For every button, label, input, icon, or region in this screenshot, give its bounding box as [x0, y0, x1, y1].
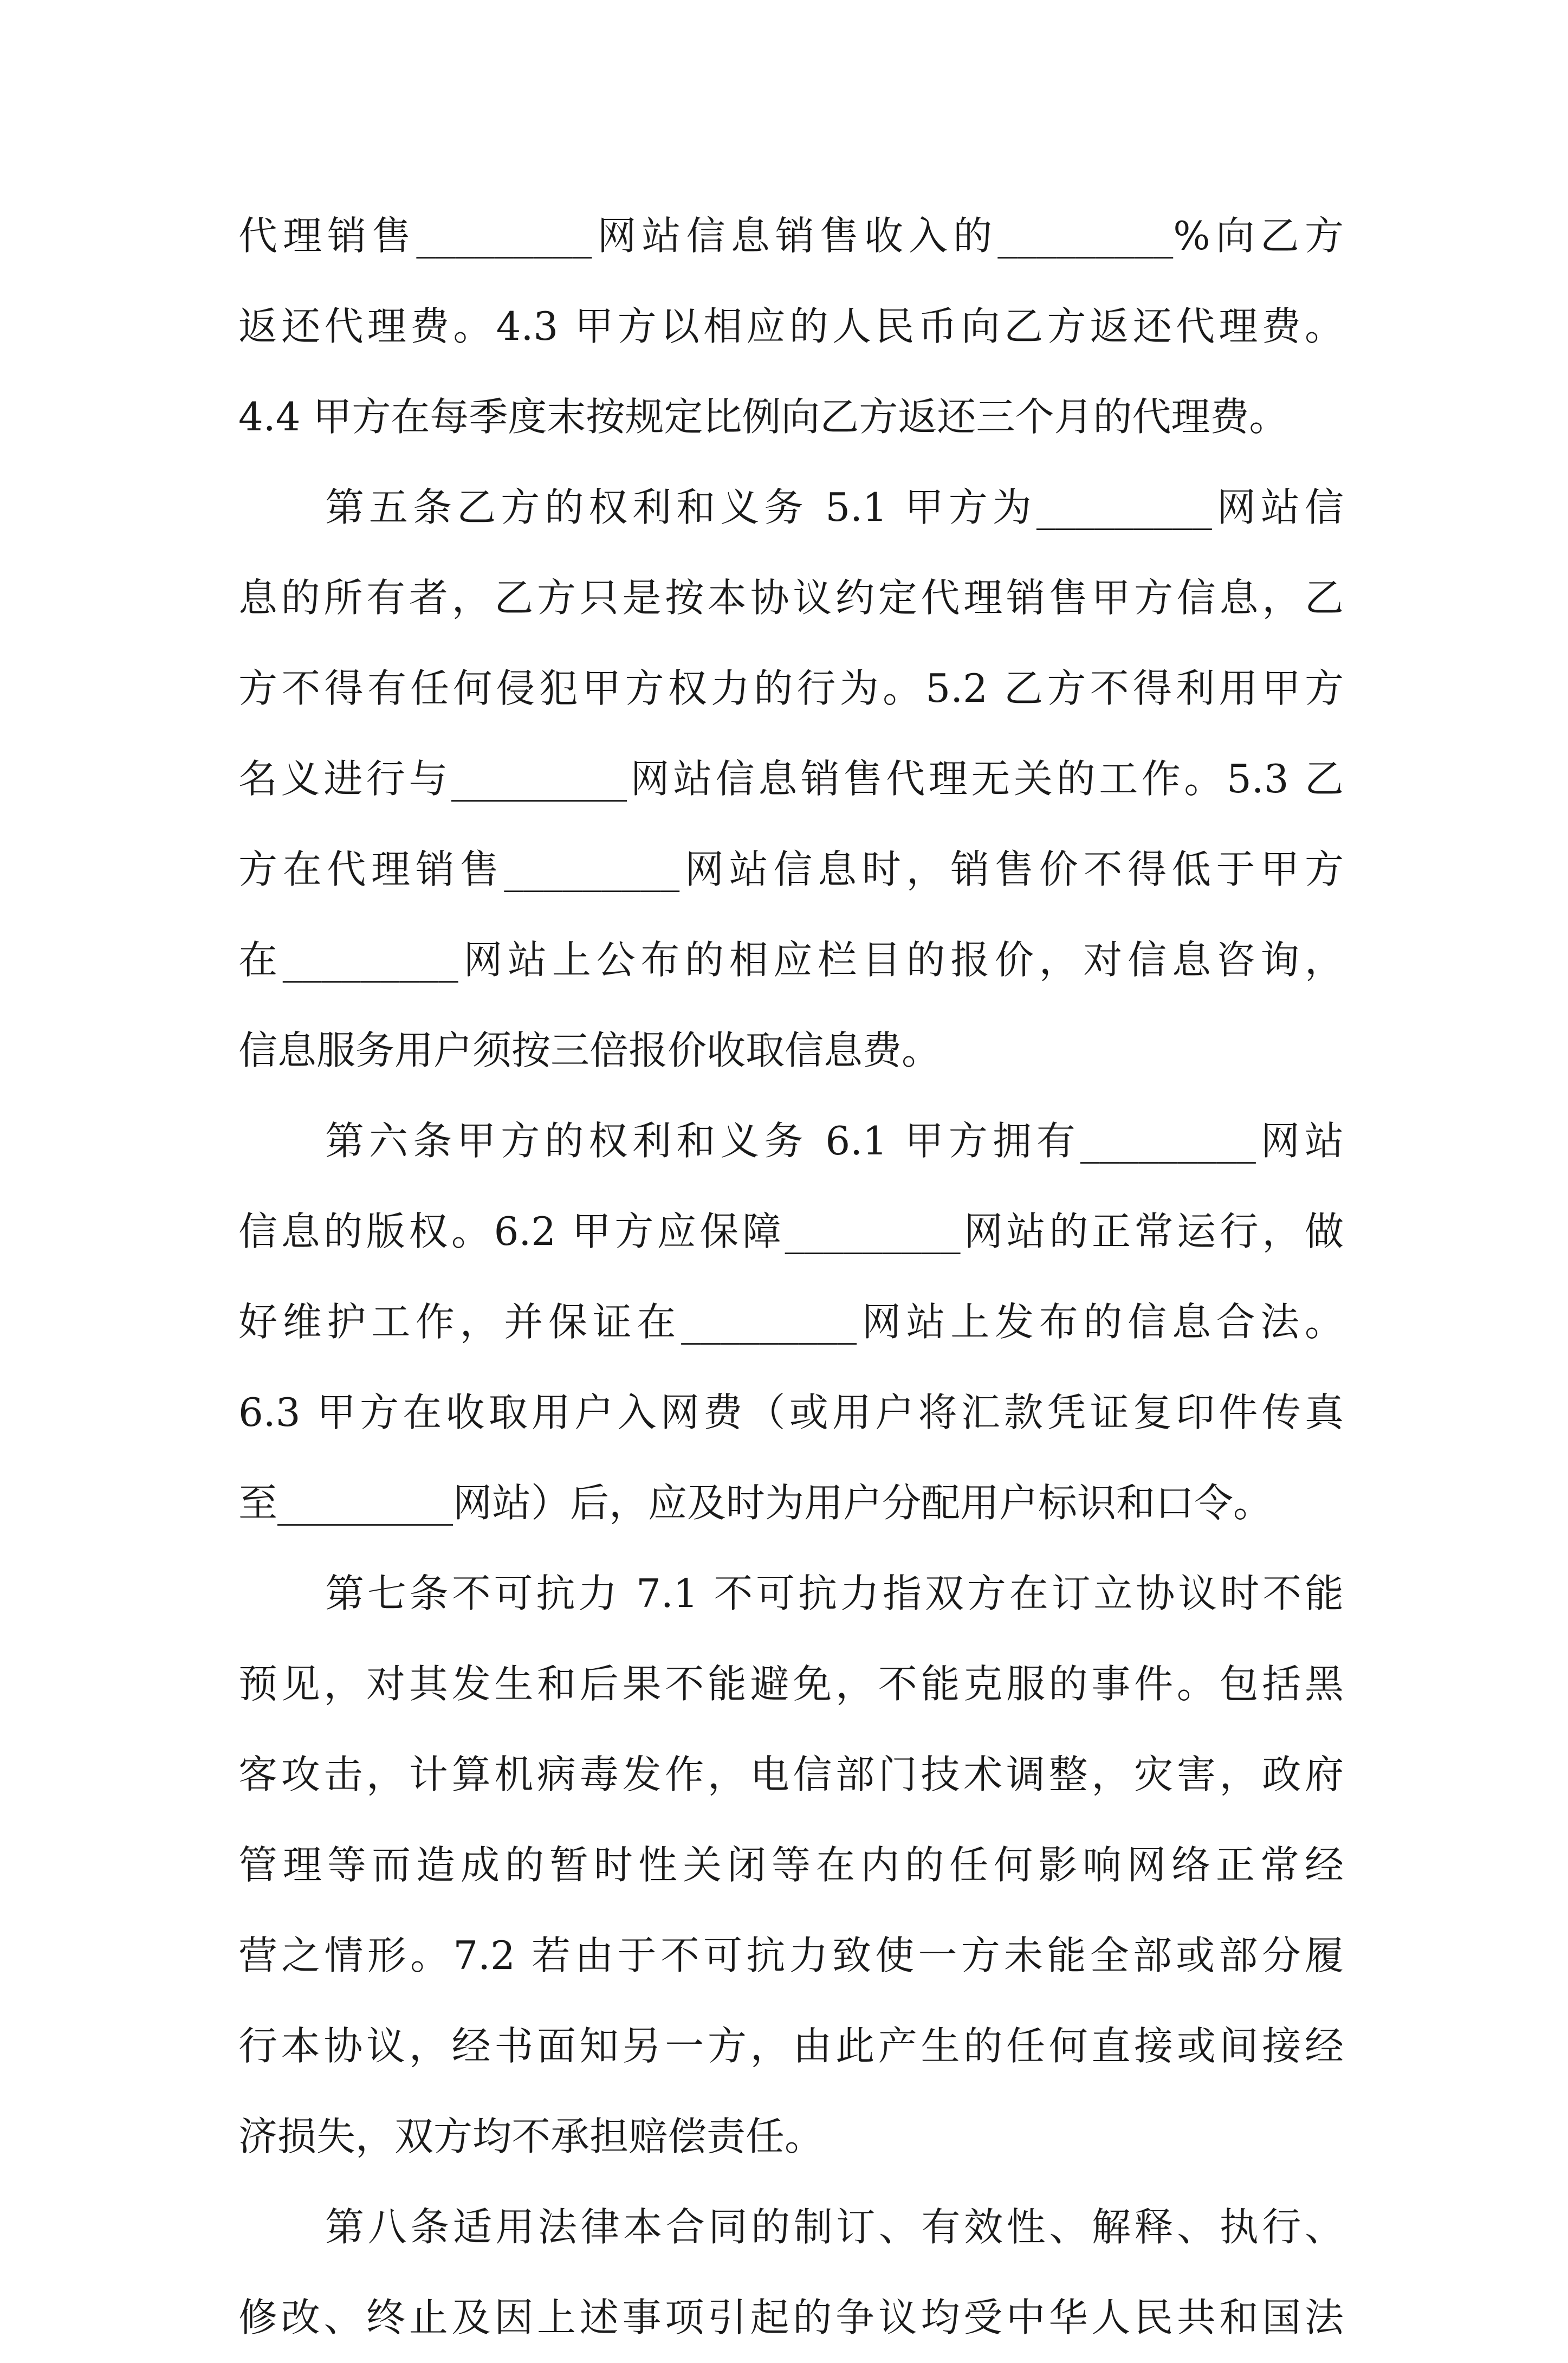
text-line: 信息服务用户须按三倍报价收取信息费。 [238, 1028, 941, 1073]
text-line: 至_________网站）后，应及时为用户分配用户标识和口令。 [238, 1480, 1273, 1526]
text-line: 好维护工作，并保证在_________网站上发布的信息合法。 [238, 1299, 1344, 1345]
text-line: 第八条适用法律本合同的制订、有效性、解释、执行、 [325, 2204, 1344, 2250]
text-line: 息的所有者，乙方只是按本协议约定代理销售甲方信息，乙 [238, 575, 1344, 621]
text-line: 营之情形。7.2 若由于不可抗力致使一方未能全部或部分履 [238, 1933, 1344, 1978]
document-body [238, 191, 1344, 2363]
text-line: 代理销售_________网站信息销售收入的_________%向乙方 [238, 213, 1344, 259]
text-line: 第六条甲方的权利和义务 6.1 甲方拥有_________网站 [325, 1118, 1344, 1164]
text-line: 第五条乙方的权利和义务 5.1 甲方为_________网站信 [325, 485, 1344, 530]
text-line: 济损失，双方均不承担赔偿责任。 [238, 2114, 824, 2159]
text-line: 修改、终止及因上述事项引起的争议均受中华人民共和国法 [238, 2295, 1344, 2340]
text-line: 返还代理费。4.3 甲方以相应的人民币向乙方返还代理费。 [238, 304, 1344, 349]
text-line: 预见，对其发生和后果不能避免，不能克服的事件。包括黑 [238, 1661, 1344, 1707]
text-line: 6.3 甲方在收取用户入网费（或用户将汇款凭证复印件传真 [238, 1390, 1344, 1435]
text-line: 行本协议，经书面知另一方，由此产生的任何直接或间接经 [238, 2023, 1344, 2069]
text-line: 名义进行与_________网站信息销售代理无关的工作。5.3 乙 [238, 756, 1344, 802]
text-line: 信息的版权。6.2 甲方应保障_________网站的正常运行，做 [238, 1209, 1344, 1254]
text-line: 客攻击，计算机病毒发作，电信部门技术调整，灾害，政府 [238, 1752, 1344, 1797]
text-line: 第七条不可抗力 7.1 不可抗力指双方在订立协议时不能 [325, 1571, 1344, 1616]
text-line: 4.4 甲方在每季度末按规定比例向乙方返还三个月的代理费。 [238, 394, 1288, 440]
text-line: 方在代理销售_________网站信息时，销售价不得低于甲方 [238, 847, 1344, 892]
text-line: 在_________网站上公布的相应栏目的报价，对信息咨询， [238, 937, 1344, 983]
text-line: 方不得有任何侵犯甲方权力的行为。5.2 乙方不得利用甲方 [238, 666, 1344, 711]
text-line: 管理等而造成的暂时性关闭等在内的任何影响网络正常经 [238, 1842, 1344, 1888]
